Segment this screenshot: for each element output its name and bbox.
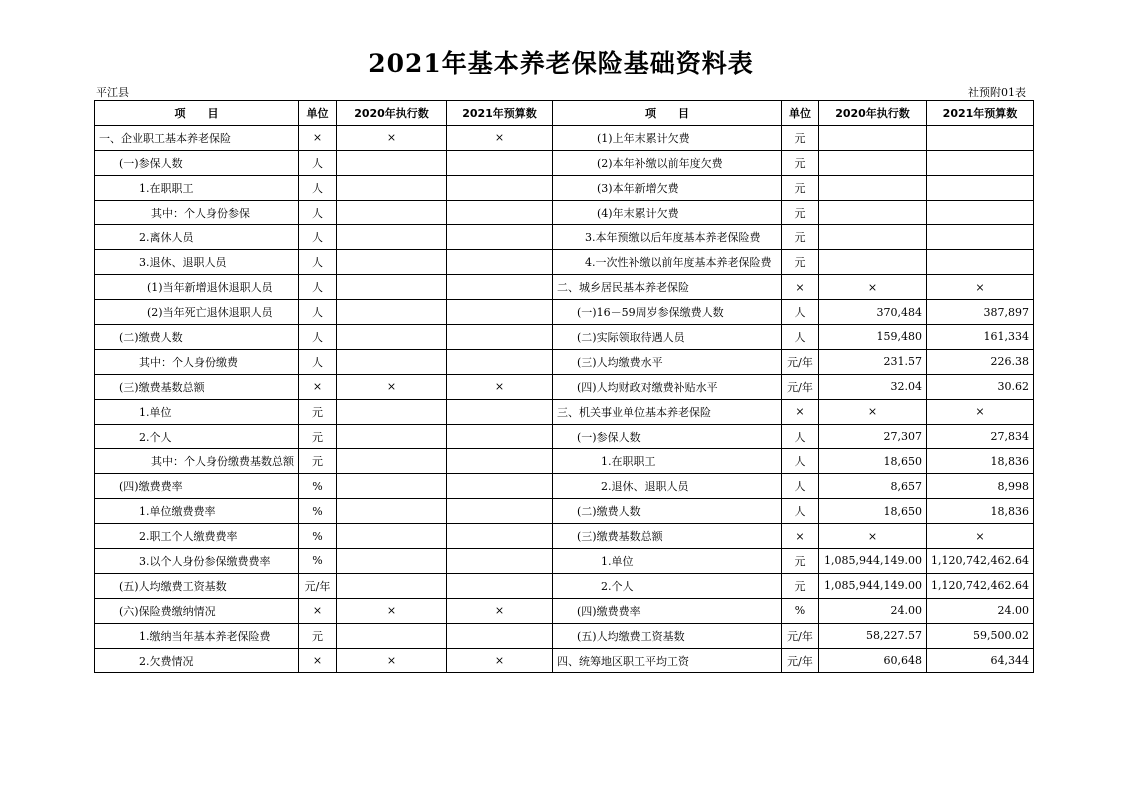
right-item-cell: (二)缴费人数 <box>553 499 782 524</box>
table-row <box>95 150 1034 175</box>
table-row <box>95 499 1034 524</box>
left-2021-cell <box>447 300 553 325</box>
right-2020-cell <box>819 250 927 275</box>
left-2020-cell <box>337 325 447 350</box>
left-2020-cell: × <box>337 374 447 399</box>
right-item-cell: 3.本年预缴以后年度基本养老保险费 <box>553 225 782 250</box>
right-2020-cell: 58,227.57 <box>819 623 927 648</box>
right-2021-cell <box>927 225 1034 250</box>
left-item-cell: 2.职工个人缴费费率 <box>95 524 299 549</box>
left-2021-cell <box>447 524 553 549</box>
right-unit-cell: 人 <box>782 424 819 449</box>
left-item-cell: 2.欠费情况 <box>95 648 299 673</box>
left-2021-cell <box>447 623 553 648</box>
left-2020-cell <box>337 623 447 648</box>
left-item-cell: (一)参保人数 <box>95 150 299 175</box>
right-item-cell: (3)本年新增欠费 <box>553 175 782 200</box>
header-unit-right: 单位 <box>782 101 819 126</box>
left-unit-cell: 元 <box>299 449 337 474</box>
left-item-cell: (五)人均缴费工资基数 <box>95 573 299 598</box>
left-item-cell: 1.缴纳当年基本养老保险费 <box>95 623 299 648</box>
left-2020-cell: × <box>337 598 447 623</box>
table-row <box>95 175 1034 200</box>
left-item-cell: 一、企业职工基本养老保险 <box>95 125 299 150</box>
left-item-cell: 其中：个人身份缴费 <box>95 349 299 374</box>
table-row <box>95 598 1034 623</box>
table-row <box>95 374 1034 399</box>
right-2021-cell: 226.38 <box>927 349 1034 374</box>
table-row <box>95 325 1034 350</box>
left-item-cell: 1.在职职工 <box>95 175 299 200</box>
left-item-cell: (2)当年死亡退休退职人员 <box>95 300 299 325</box>
table-row <box>95 524 1034 549</box>
left-unit-cell: 人 <box>299 300 337 325</box>
left-item-cell: 其中：个人身份缴费基数总额 <box>95 449 299 474</box>
left-2021-cell <box>447 175 553 200</box>
right-2021-cell <box>927 250 1034 275</box>
right-unit-cell: 人 <box>782 300 819 325</box>
left-2021-cell <box>447 499 553 524</box>
table-row <box>95 275 1034 300</box>
right-2020-cell: 18,650 <box>819 449 927 474</box>
left-item-cell: 其中：个人身份参保 <box>95 200 299 225</box>
right-2020-cell: × <box>819 399 927 424</box>
right-2021-cell: 24.00 <box>927 598 1034 623</box>
table-row <box>95 250 1034 275</box>
right-item-cell: (三)缴费基数总额 <box>553 524 782 549</box>
left-2021-cell <box>447 200 553 225</box>
left-unit-cell: 人 <box>299 175 337 200</box>
right-item-cell: (三)人均缴费水平 <box>553 349 782 374</box>
left-2020-cell <box>337 399 447 424</box>
right-2021-cell: 387,897 <box>927 300 1034 325</box>
right-unit-cell: × <box>782 399 819 424</box>
right-unit-cell: 人 <box>782 474 819 499</box>
left-2021-cell: × <box>447 598 553 623</box>
left-2020-cell <box>337 573 447 598</box>
left-unit-cell: 元/年 <box>299 573 337 598</box>
left-2020-cell <box>337 449 447 474</box>
right-unit-cell: 元 <box>782 549 819 574</box>
left-2020-cell <box>337 150 447 175</box>
left-item-cell: 2.离休人员 <box>95 225 299 250</box>
left-2020-cell: × <box>337 125 447 150</box>
right-2021-cell: × <box>927 524 1034 549</box>
left-item-cell: 3.退休、退职人员 <box>95 250 299 275</box>
left-unit-cell: % <box>299 499 337 524</box>
left-2021-cell: × <box>447 648 553 673</box>
right-2021-cell: 18,836 <box>927 449 1034 474</box>
left-2020-cell <box>337 474 447 499</box>
left-2020-cell <box>337 549 447 574</box>
right-item-cell: 4.一次性补缴以前年度基本养老保险费 <box>553 250 782 275</box>
right-2020-cell: 370,484 <box>819 300 927 325</box>
left-2020-cell <box>337 424 447 449</box>
left-2020-cell <box>337 349 447 374</box>
left-2020-cell <box>337 225 447 250</box>
right-item-cell: (四)缴费费率 <box>553 598 782 623</box>
pension-data-table <box>94 100 1034 673</box>
header-item-right: 项 目 <box>553 101 782 126</box>
left-item-cell: 3.以个人身份参保缴费费率 <box>95 549 299 574</box>
right-unit-cell: 人 <box>782 449 819 474</box>
table-row <box>95 225 1034 250</box>
right-2020-cell: 8,657 <box>819 474 927 499</box>
right-2020-cell: 159,480 <box>819 325 927 350</box>
right-item-cell: 1.单位 <box>553 549 782 574</box>
right-item-cell: (一)参保人数 <box>553 424 782 449</box>
right-item-cell: (五)人均缴费工资基数 <box>553 623 782 648</box>
left-unit-cell: 元 <box>299 399 337 424</box>
right-2020-cell: 32.04 <box>819 374 927 399</box>
left-unit-cell: 人 <box>299 275 337 300</box>
left-2021-cell <box>447 275 553 300</box>
left-2021-cell <box>447 250 553 275</box>
right-2020-cell: 18,650 <box>819 499 927 524</box>
left-2020-cell <box>337 175 447 200</box>
left-2021-cell <box>447 325 553 350</box>
left-unit-cell: % <box>299 524 337 549</box>
left-item-cell: (1)当年新增退休退职人员 <box>95 275 299 300</box>
right-2020-cell <box>819 125 927 150</box>
right-unit-cell: 元 <box>782 150 819 175</box>
right-unit-cell: 元/年 <box>782 623 819 648</box>
left-2021-cell <box>447 225 553 250</box>
right-unit-cell: × <box>782 524 819 549</box>
left-item-cell: (六)保险费缴纳情况 <box>95 598 299 623</box>
right-2021-cell <box>927 150 1034 175</box>
right-item-cell: 2.个人 <box>553 573 782 598</box>
right-item-cell: 二、城乡居民基本养老保险 <box>553 275 782 300</box>
right-2021-cell: 27,834 <box>927 424 1034 449</box>
right-item-cell: (四)人均财政对缴费补贴水平 <box>553 374 782 399</box>
right-2021-cell: 64,344 <box>927 648 1034 673</box>
right-2020-cell <box>819 150 927 175</box>
right-2020-cell <box>819 200 927 225</box>
right-unit-cell: 元 <box>782 200 819 225</box>
header-2020-left: 2020年执行数 <box>337 101 447 126</box>
left-2021-cell <box>447 150 553 175</box>
left-2021-cell: × <box>447 125 553 150</box>
table-row <box>95 648 1034 673</box>
left-item-cell: (四)缴费费率 <box>95 474 299 499</box>
region-label: 平江县 <box>96 86 129 99</box>
right-2021-cell: 59,500.02 <box>927 623 1034 648</box>
left-2021-cell <box>447 573 553 598</box>
right-2020-cell: 1,085,944,149.00 <box>819 573 927 598</box>
left-unit-cell: 人 <box>299 325 337 350</box>
right-2020-cell: 60,648 <box>819 648 927 673</box>
header-2021-right: 2021年预算数 <box>927 101 1034 126</box>
left-2020-cell <box>337 524 447 549</box>
right-2020-cell: 27,307 <box>819 424 927 449</box>
left-unit-cell: 元 <box>299 623 337 648</box>
left-unit-cell: × <box>299 374 337 399</box>
left-2020-cell <box>337 250 447 275</box>
table-row <box>95 200 1034 225</box>
right-2021-cell <box>927 125 1034 150</box>
left-unit-cell: 人 <box>299 200 337 225</box>
right-unit-cell: 元/年 <box>782 648 819 673</box>
left-unit-cell: 人 <box>299 150 337 175</box>
left-item-cell: (二)缴费人数 <box>95 325 299 350</box>
left-item-cell: (三)缴费基数总额 <box>95 374 299 399</box>
right-unit-cell: 人 <box>782 325 819 350</box>
left-unit-cell: % <box>299 474 337 499</box>
left-item-cell: 1.单位 <box>95 399 299 424</box>
left-2020-cell <box>337 300 447 325</box>
right-unit-cell: 元 <box>782 250 819 275</box>
right-item-cell: (一)16－59周岁参保缴费人数 <box>553 300 782 325</box>
table-row <box>95 474 1034 499</box>
left-2021-cell <box>447 449 553 474</box>
left-item-cell: 1.单位缴费费率 <box>95 499 299 524</box>
left-2021-cell <box>447 474 553 499</box>
left-item-cell: 2.个人 <box>95 424 299 449</box>
table-row <box>95 573 1034 598</box>
left-2020-cell <box>337 275 447 300</box>
left-2020-cell <box>337 499 447 524</box>
right-2021-cell: 161,334 <box>927 325 1034 350</box>
header-unit-left: 单位 <box>299 101 337 126</box>
table-row <box>95 125 1034 150</box>
right-unit-cell: 元 <box>782 125 819 150</box>
right-2021-cell: 30.62 <box>927 374 1034 399</box>
left-2020-cell: × <box>337 648 447 673</box>
form-id-label: 社预附01表 <box>968 86 1026 99</box>
right-2020-cell: × <box>819 275 927 300</box>
left-2020-cell <box>337 200 447 225</box>
right-item-cell: 2.退休、退职人员 <box>553 474 782 499</box>
right-2021-cell: 18,836 <box>927 499 1034 524</box>
right-2020-cell <box>819 175 927 200</box>
left-2021-cell: × <box>447 374 553 399</box>
right-unit-cell: 元 <box>782 573 819 598</box>
right-item-cell: (4)年末累计欠费 <box>553 200 782 225</box>
right-2020-cell: 24.00 <box>819 598 927 623</box>
right-2021-cell <box>927 175 1034 200</box>
right-item-cell: 四、统筹地区职工平均工资 <box>553 648 782 673</box>
right-2021-cell: × <box>927 275 1034 300</box>
page-title: 2021年基本养老保险基础资料表 <box>368 49 754 78</box>
table-row <box>95 300 1034 325</box>
right-2021-cell: 1,120,742,462.64 <box>927 549 1034 574</box>
right-unit-cell: 元/年 <box>782 349 819 374</box>
left-2021-cell <box>447 349 553 374</box>
right-item-cell: (1)上年末累计欠费 <box>553 125 782 150</box>
table-row <box>95 399 1034 424</box>
right-2021-cell: 1,120,742,462.64 <box>927 573 1034 598</box>
table-row <box>95 449 1034 474</box>
left-unit-cell: 人 <box>299 250 337 275</box>
table-row <box>95 349 1034 374</box>
right-item-cell: (二)实际领取待遇人员 <box>553 325 782 350</box>
right-2020-cell: × <box>819 524 927 549</box>
table-row <box>95 549 1034 574</box>
right-unit-cell: 元 <box>782 175 819 200</box>
left-unit-cell: × <box>299 648 337 673</box>
header-2020-right: 2020年执行数 <box>819 101 927 126</box>
right-unit-cell: % <box>782 598 819 623</box>
header-2021-left: 2021年预算数 <box>447 101 553 126</box>
right-2020-cell: 231.57 <box>819 349 927 374</box>
right-unit-cell: 元 <box>782 225 819 250</box>
left-2021-cell <box>447 424 553 449</box>
table-row <box>95 623 1034 648</box>
right-2021-cell: × <box>927 399 1034 424</box>
right-2020-cell <box>819 225 927 250</box>
right-item-cell: 三、机关事业单位基本养老保险 <box>553 399 782 424</box>
left-unit-cell: % <box>299 549 337 574</box>
right-unit-cell: × <box>782 275 819 300</box>
left-unit-cell: 人 <box>299 349 337 374</box>
right-item-cell: (2)本年补缴以前年度欠费 <box>553 150 782 175</box>
right-2021-cell <box>927 200 1034 225</box>
left-2021-cell <box>447 399 553 424</box>
right-item-cell: 1.在职职工 <box>553 449 782 474</box>
left-unit-cell: 人 <box>299 225 337 250</box>
right-2021-cell: 8,998 <box>927 474 1034 499</box>
right-2020-cell: 1,085,944,149.00 <box>819 549 927 574</box>
left-unit-cell: × <box>299 598 337 623</box>
header-item-left: 项 目 <box>95 101 299 126</box>
right-unit-cell: 人 <box>782 499 819 524</box>
left-unit-cell: × <box>299 125 337 150</box>
table-header-row <box>95 101 1034 126</box>
left-2021-cell <box>447 549 553 574</box>
right-unit-cell: 元/年 <box>782 374 819 399</box>
left-unit-cell: 元 <box>299 424 337 449</box>
table-row <box>95 424 1034 449</box>
